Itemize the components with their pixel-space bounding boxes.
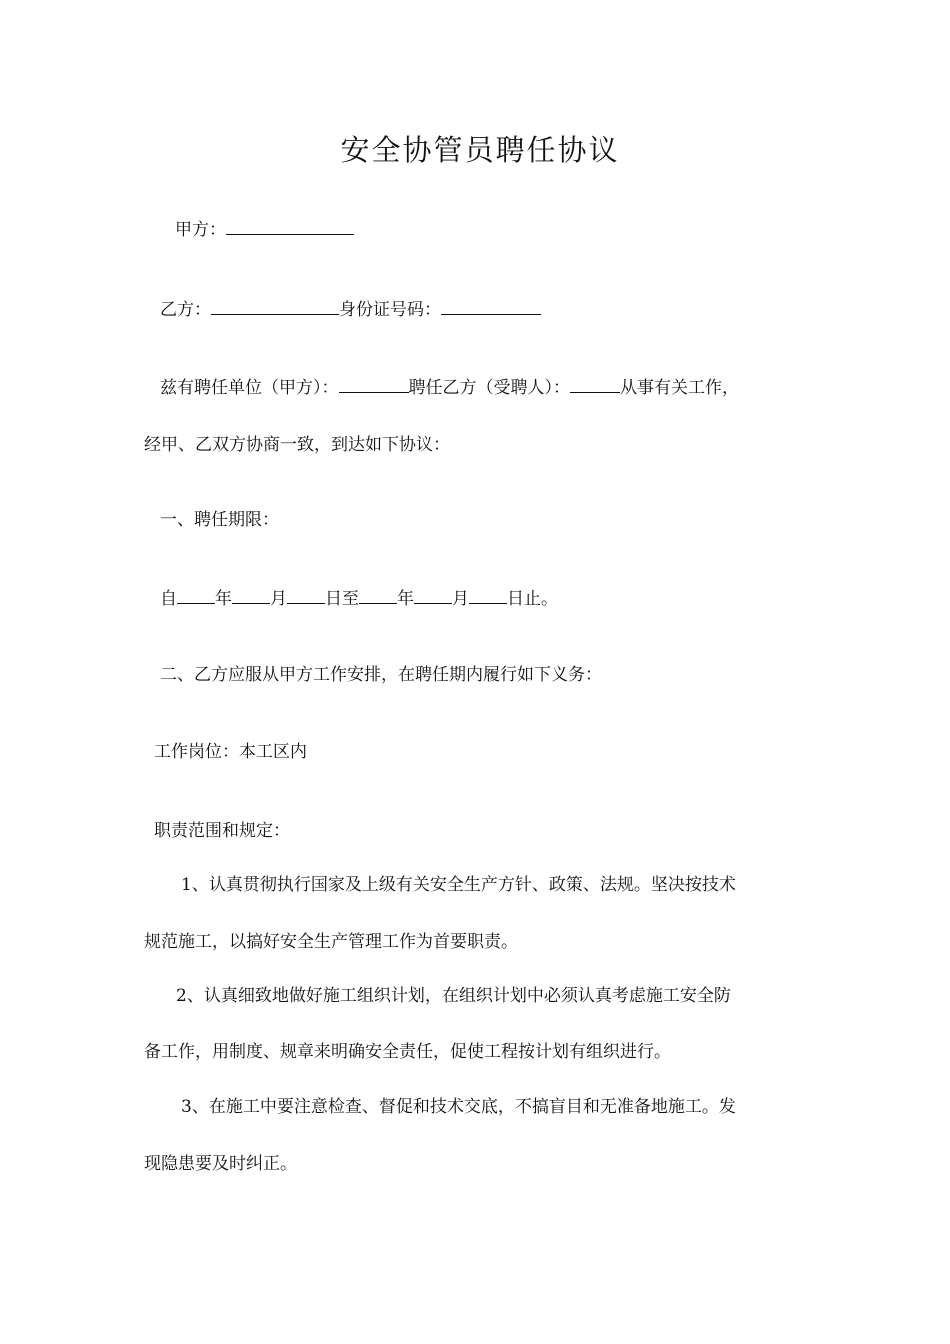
date-text-year-2: 年 (397, 589, 414, 609)
date-text-end: 日止。 (507, 589, 558, 609)
duty-item-2-line-1: 2、认真细致地做好施工组织计划，在组织计划中必须认真考虑施工安全防 (176, 986, 731, 1006)
term-date-line (160, 585, 558, 611)
duty-item-1-line-2: 规范施工，以搞好安全生产管理工作为首要职责。 (144, 932, 518, 952)
start-year-blank[interactable] (177, 585, 215, 604)
duty-item-3-line-2: 现隐患要及时纠正。 (144, 1154, 297, 1174)
intro-part2: 聘任乙方（受聘人）： (408, 378, 570, 398)
party-a-blank[interactable] (226, 216, 354, 235)
intro-line-1 (160, 374, 739, 400)
employer-blank[interactable] (339, 374, 409, 393)
end-month-blank[interactable] (414, 585, 452, 604)
date-text-year: 年 (215, 589, 232, 609)
date-text-from: 自 (160, 589, 177, 609)
duty-item-3-line-1: 3、在施工中要注意检查、督促和技术交底，不搞盲目和无准备地施工。发 (181, 1097, 736, 1117)
section1-heading: 一、聘任期限： (160, 510, 279, 530)
duties-heading: 职责范围和规定： (154, 821, 290, 841)
end-year-blank[interactable] (359, 585, 397, 604)
section2-heading: 二、乙方应服从甲方工作安排，在聘任期内履行如下义务： (160, 665, 602, 685)
party-b-blank[interactable] (211, 296, 339, 315)
id-number-label: 身份证号码： (339, 300, 441, 320)
intro-part3: 从事有关工作， (620, 378, 739, 398)
start-day-blank[interactable] (287, 585, 325, 604)
document-title: 安全协管员聘任协议 (340, 133, 620, 167)
intro-line-2: 经甲、乙双方协商一致，到达如下协议： (144, 435, 450, 455)
intro-part1: 兹有聘任单位（甲方）： (160, 378, 339, 398)
end-day-blank[interactable] (469, 585, 507, 604)
start-month-blank[interactable] (232, 585, 270, 604)
id-number-blank[interactable] (441, 296, 541, 315)
party-b-line (160, 296, 541, 322)
party-b-label: 乙方： (160, 300, 211, 320)
employee-blank[interactable] (570, 374, 620, 393)
party-a-line (175, 216, 354, 242)
date-text-month-2: 月 (452, 589, 469, 609)
date-text-month: 月 (270, 589, 287, 609)
date-text-to: 日至 (325, 589, 359, 609)
duty-item-2-line-2: 备工作，用制度、规章来明确安全责任，促使工程按计划有组织进行。 (144, 1042, 671, 1062)
party-a-label: 甲方： (175, 220, 226, 240)
duty-item-1-line-1: 1、认真贯彻执行国家及上级有关安全生产方针、政策、法规。坚决按技术 (181, 875, 736, 895)
work-position: 工作岗位：本工区内 (154, 742, 307, 762)
